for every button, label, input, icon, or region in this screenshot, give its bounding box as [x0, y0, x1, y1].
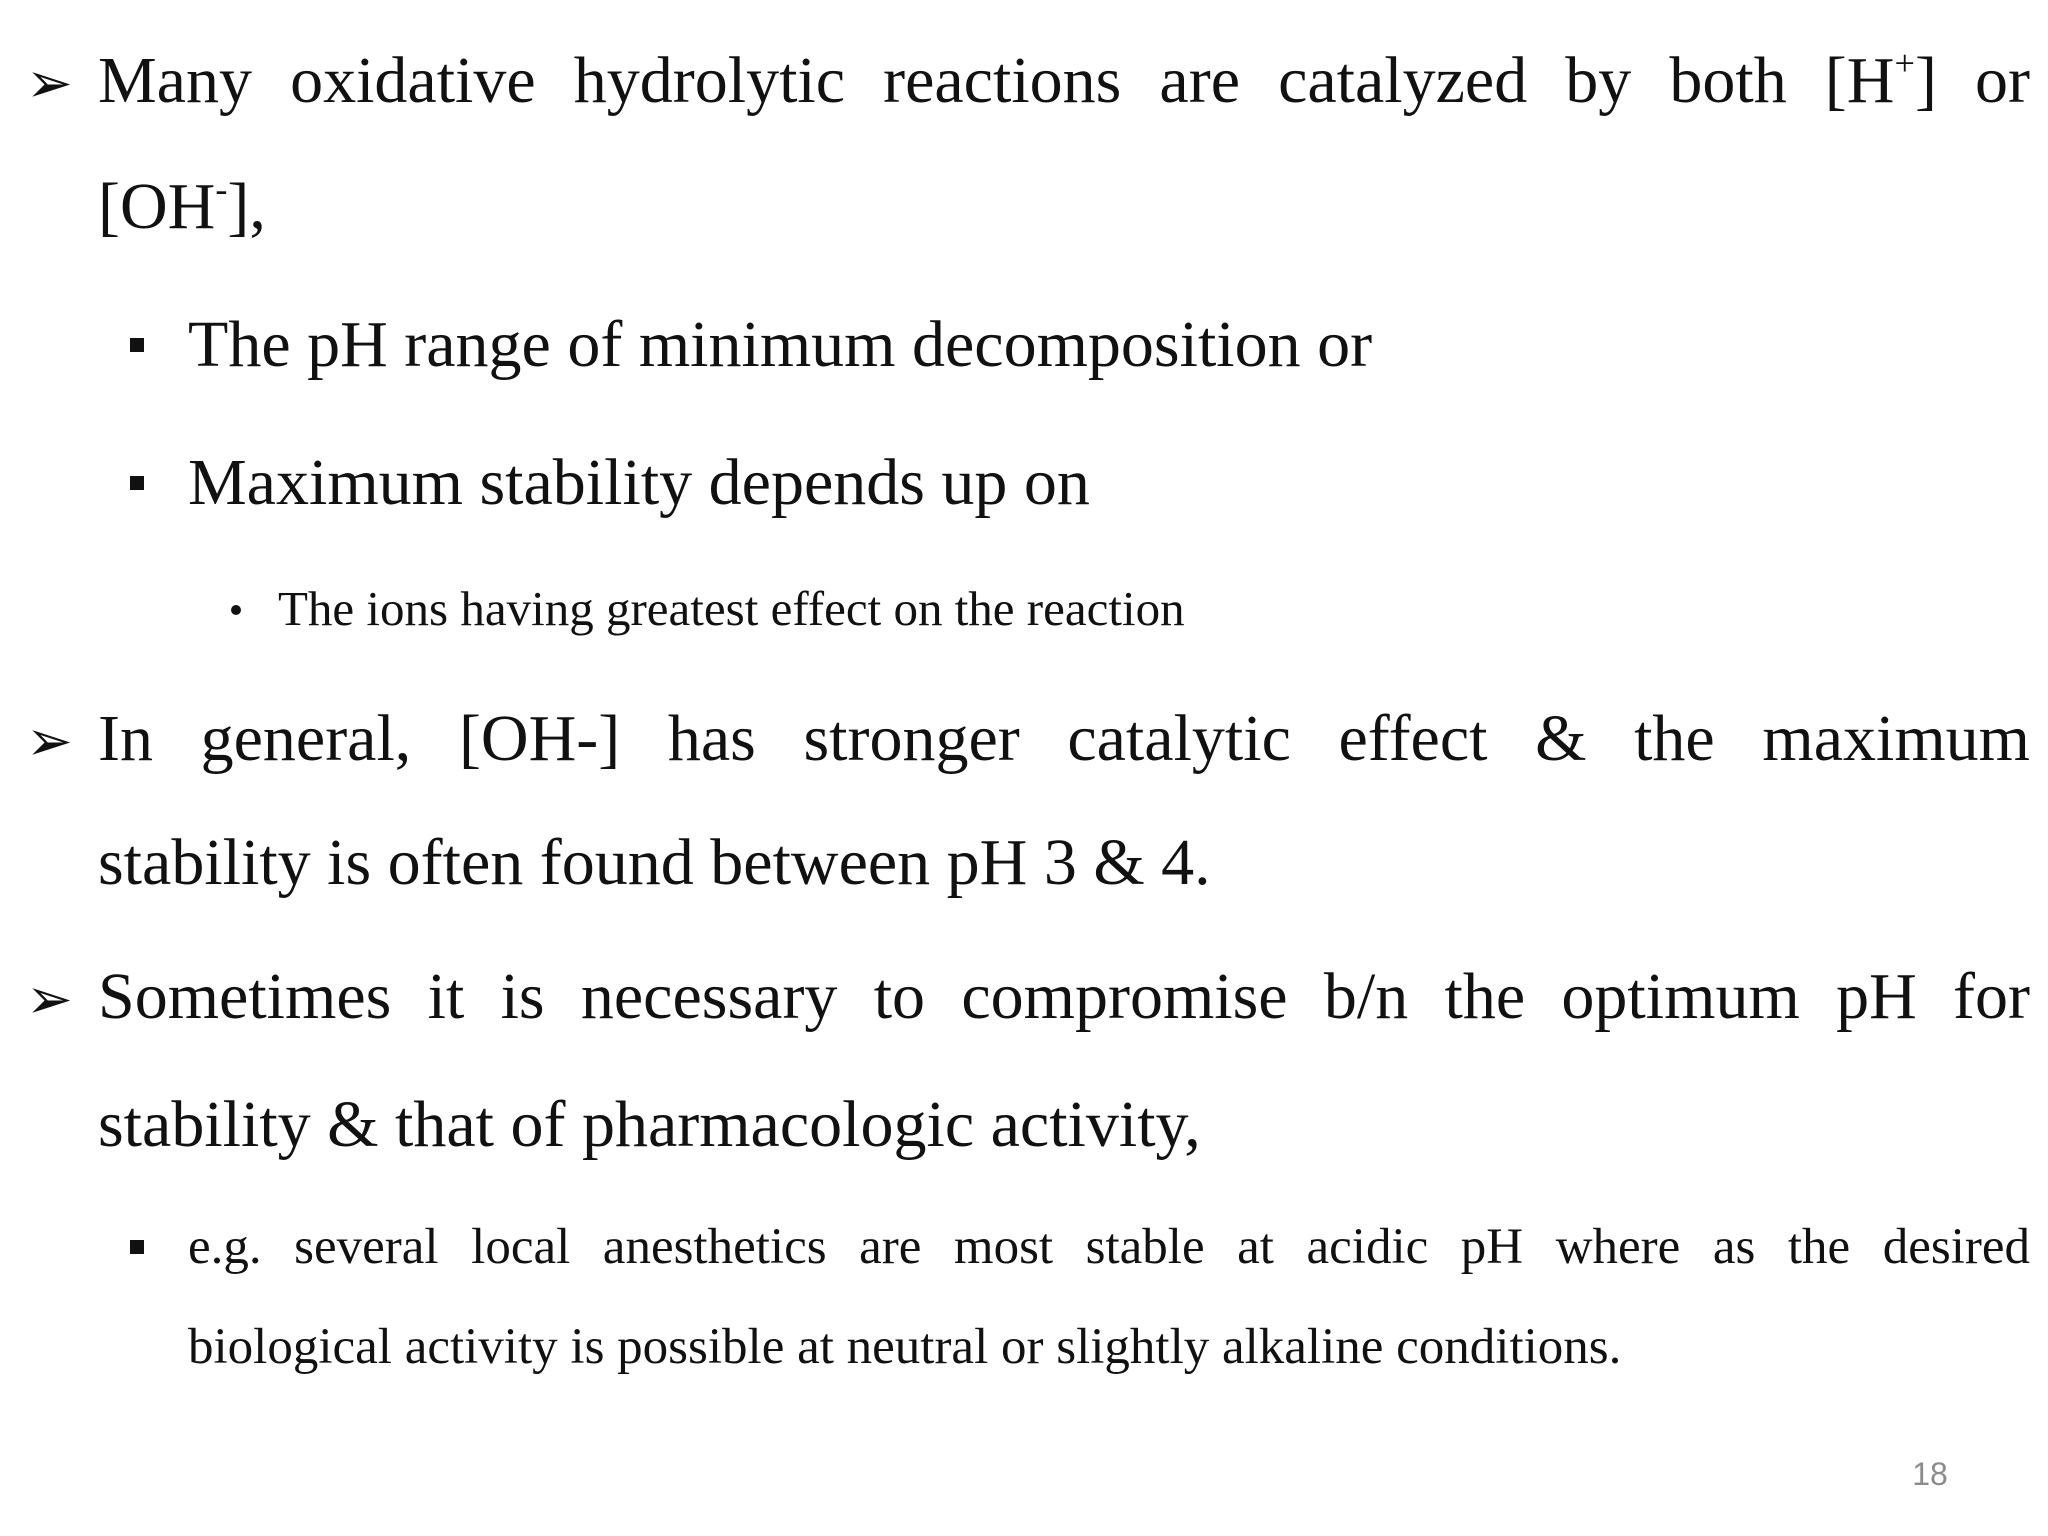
page-number: 18 — [1912, 1456, 1948, 1492]
bullet-1-line-1 — [98, 42, 2030, 117]
square-bullet-icon — [130, 1240, 144, 1254]
sub-item-2: Maximum stability depends up on — [188, 446, 1090, 519]
sub-sub-item: The ions having greatest effect on the reaction — [278, 581, 1185, 636]
dot-bullet-icon — [231, 605, 241, 615]
bullet-1-line-2 — [98, 168, 266, 243]
square-bullet-icon — [130, 476, 144, 490]
bullet-1-text-a: Many oxidative hydrolytic reactions are catalyzed by both [H — [98, 44, 1895, 117]
example-line-2: biological activity is possible at neutral or slightly alkaline conditions. — [188, 1319, 1622, 1375]
bullet-1-text-d: ], — [227, 170, 266, 243]
superscript-plus: + — [1894, 42, 1915, 83]
bullet-3-line-2: stability & that of pharmacologic activity, — [98, 1088, 1201, 1161]
sub-item-1: The pH range of minimum decomposition or — [188, 308, 1373, 381]
arrow-bullet-icon: ➢ — [26, 709, 73, 774]
superscript-minus: - — [215, 168, 228, 209]
arrow-bullet-icon: ➢ — [26, 51, 73, 116]
arrow-bullet-icon: ➢ — [26, 967, 73, 1032]
bullet-2-line-2: stability is often found between pH 3 & 4. — [98, 826, 1211, 899]
bullet-2-line-1: In general, [OH-] has stronger catalytic effect & the maximum — [98, 702, 2030, 775]
square-bullet-icon — [130, 338, 144, 352]
bullet-3-line-1: Sometimes it is necessary to compromise b/n the optimum pH for — [98, 960, 2030, 1033]
bullet-1-text-c: [OH — [98, 170, 216, 243]
bullet-1-text-b: ] or — [1914, 44, 2030, 117]
example-line-1: e.g. several local anesthetics are most stable at acidic pH where as the desired — [188, 1219, 2030, 1275]
